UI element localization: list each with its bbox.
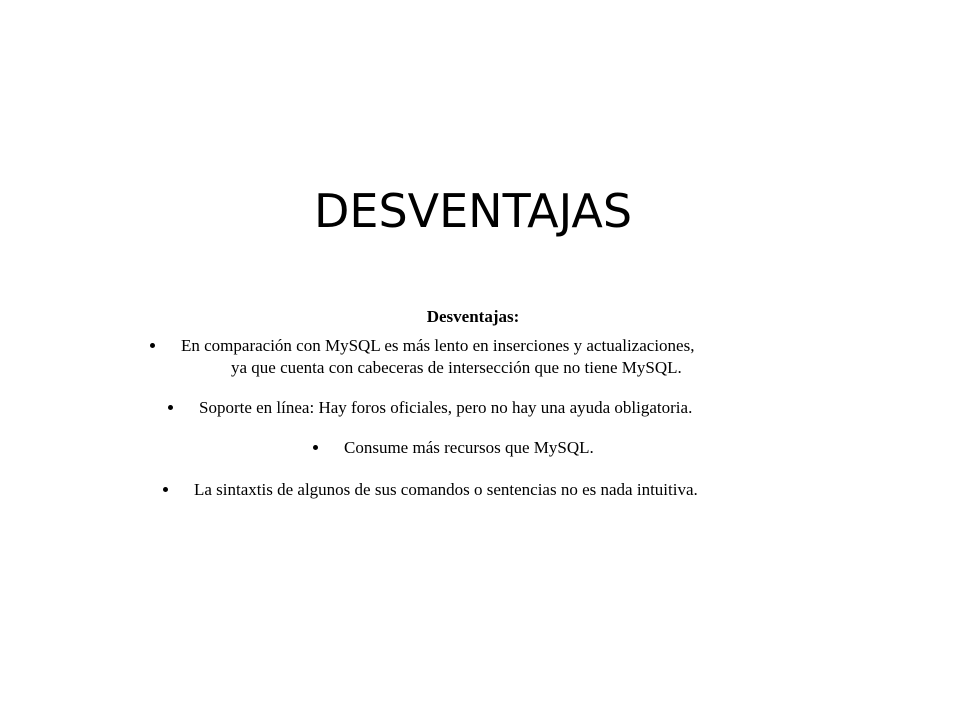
bullet-text-4: La sintaxtis de algunos de sus comandos o sentencias no es nada intuitiva. <box>194 480 698 499</box>
bullet-dot-icon <box>313 445 318 450</box>
bullet-text-1-continued: ya que cuenta con cabeceras de intersección que no tiene MySQL. <box>231 358 682 377</box>
slide-subtitle: Desventajas: <box>426 307 520 326</box>
bullet-dot-icon <box>168 405 173 410</box>
bullet-item-4 <box>163 479 698 501</box>
slide-title: DESVENTAJAS <box>313 184 633 238</box>
bullet-text-3: Consume más recursos que MySQL. <box>344 438 594 457</box>
bullet-text-1: En comparación con MySQL es más lento en inserciones y actualizaciones, <box>181 336 695 355</box>
bullet-dot-icon <box>163 487 168 492</box>
bullet-item-1 <box>150 335 694 357</box>
bullet-item-3 <box>313 437 594 459</box>
bullet-item-2 <box>168 397 692 419</box>
bullet-dot-icon <box>150 343 155 348</box>
bullet-text-2: Soporte en línea: Hay foros oficiales, pero no hay una ayuda obligatoria. <box>199 398 693 417</box>
